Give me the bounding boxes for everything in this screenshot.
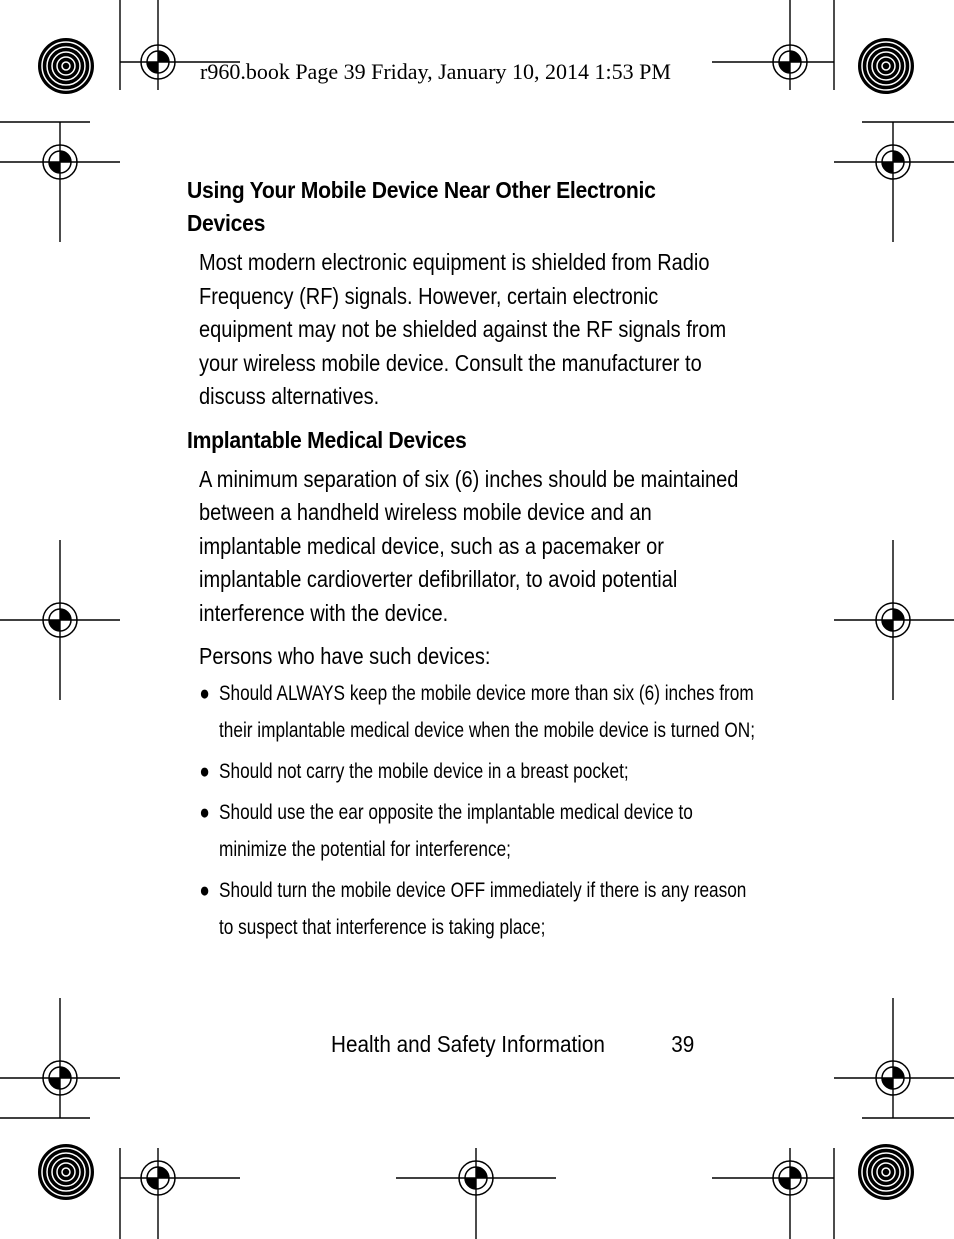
section-paragraph: A minimum separation of six (6) inches should be maintained between a handheld wireless mobile device and an implantable medical device, such as a pacemaker or implantable cardioverter defibrillator, to avoid potential interference with the device. — [199, 465, 739, 626]
section-heading: Using Your Mobile Device Near Other Electronic Devices — [187, 177, 656, 236]
list-item-text: Should not carry the mobile device in a breast pocket; — [219, 760, 629, 783]
page-number: 39 — [671, 1031, 695, 1057]
list-item — [199, 675, 760, 749]
starburst-icon — [858, 1144, 914, 1200]
list-item-text: Should turn the mobile device OFF immediately if there is any reason to suspect that interference is taking place; — [219, 879, 747, 939]
page-content — [187, 174, 757, 950]
list-item — [199, 794, 760, 868]
bullet-icon: ● — [199, 879, 210, 902]
starburst-icon — [38, 1144, 94, 1200]
list-item — [199, 872, 760, 946]
list-item-text: Should ALWAYS keep the mobile device more than six (6) inches from their implantable medical device when the mobile device is turned ON; — [219, 682, 756, 742]
print-slug-line: r960.book Page 39 Friday, January 10, 2014 1:53 PM — [200, 59, 671, 84]
page-footer — [331, 1031, 695, 1058]
bullet-icon: ● — [199, 760, 210, 783]
footer-section-title: Health and Safety Information — [331, 1031, 605, 1057]
bullet-icon: ● — [199, 682, 210, 705]
section-paragraph: Most modern electronic equipment is shielded from Radio Frequency (RF) signals. However, certain electronic equipment may not be shielded against the RF signals from your wireless mobile device. Consult the manufacturer to discuss alternatives. — [199, 249, 727, 409]
section-heading: Implantable Medical Devices — [187, 426, 467, 453]
list-intro: Persons who have such devices: — [199, 643, 491, 669]
starburst-icon — [38, 38, 94, 94]
list-item-text: Should use the ear opposite the implantable medical device to minimize the potential for interference; — [219, 801, 693, 861]
list-item — [199, 753, 760, 790]
starburst-icon — [858, 38, 914, 94]
bullet-icon: ● — [199, 801, 210, 824]
bullet-list — [187, 675, 757, 946]
